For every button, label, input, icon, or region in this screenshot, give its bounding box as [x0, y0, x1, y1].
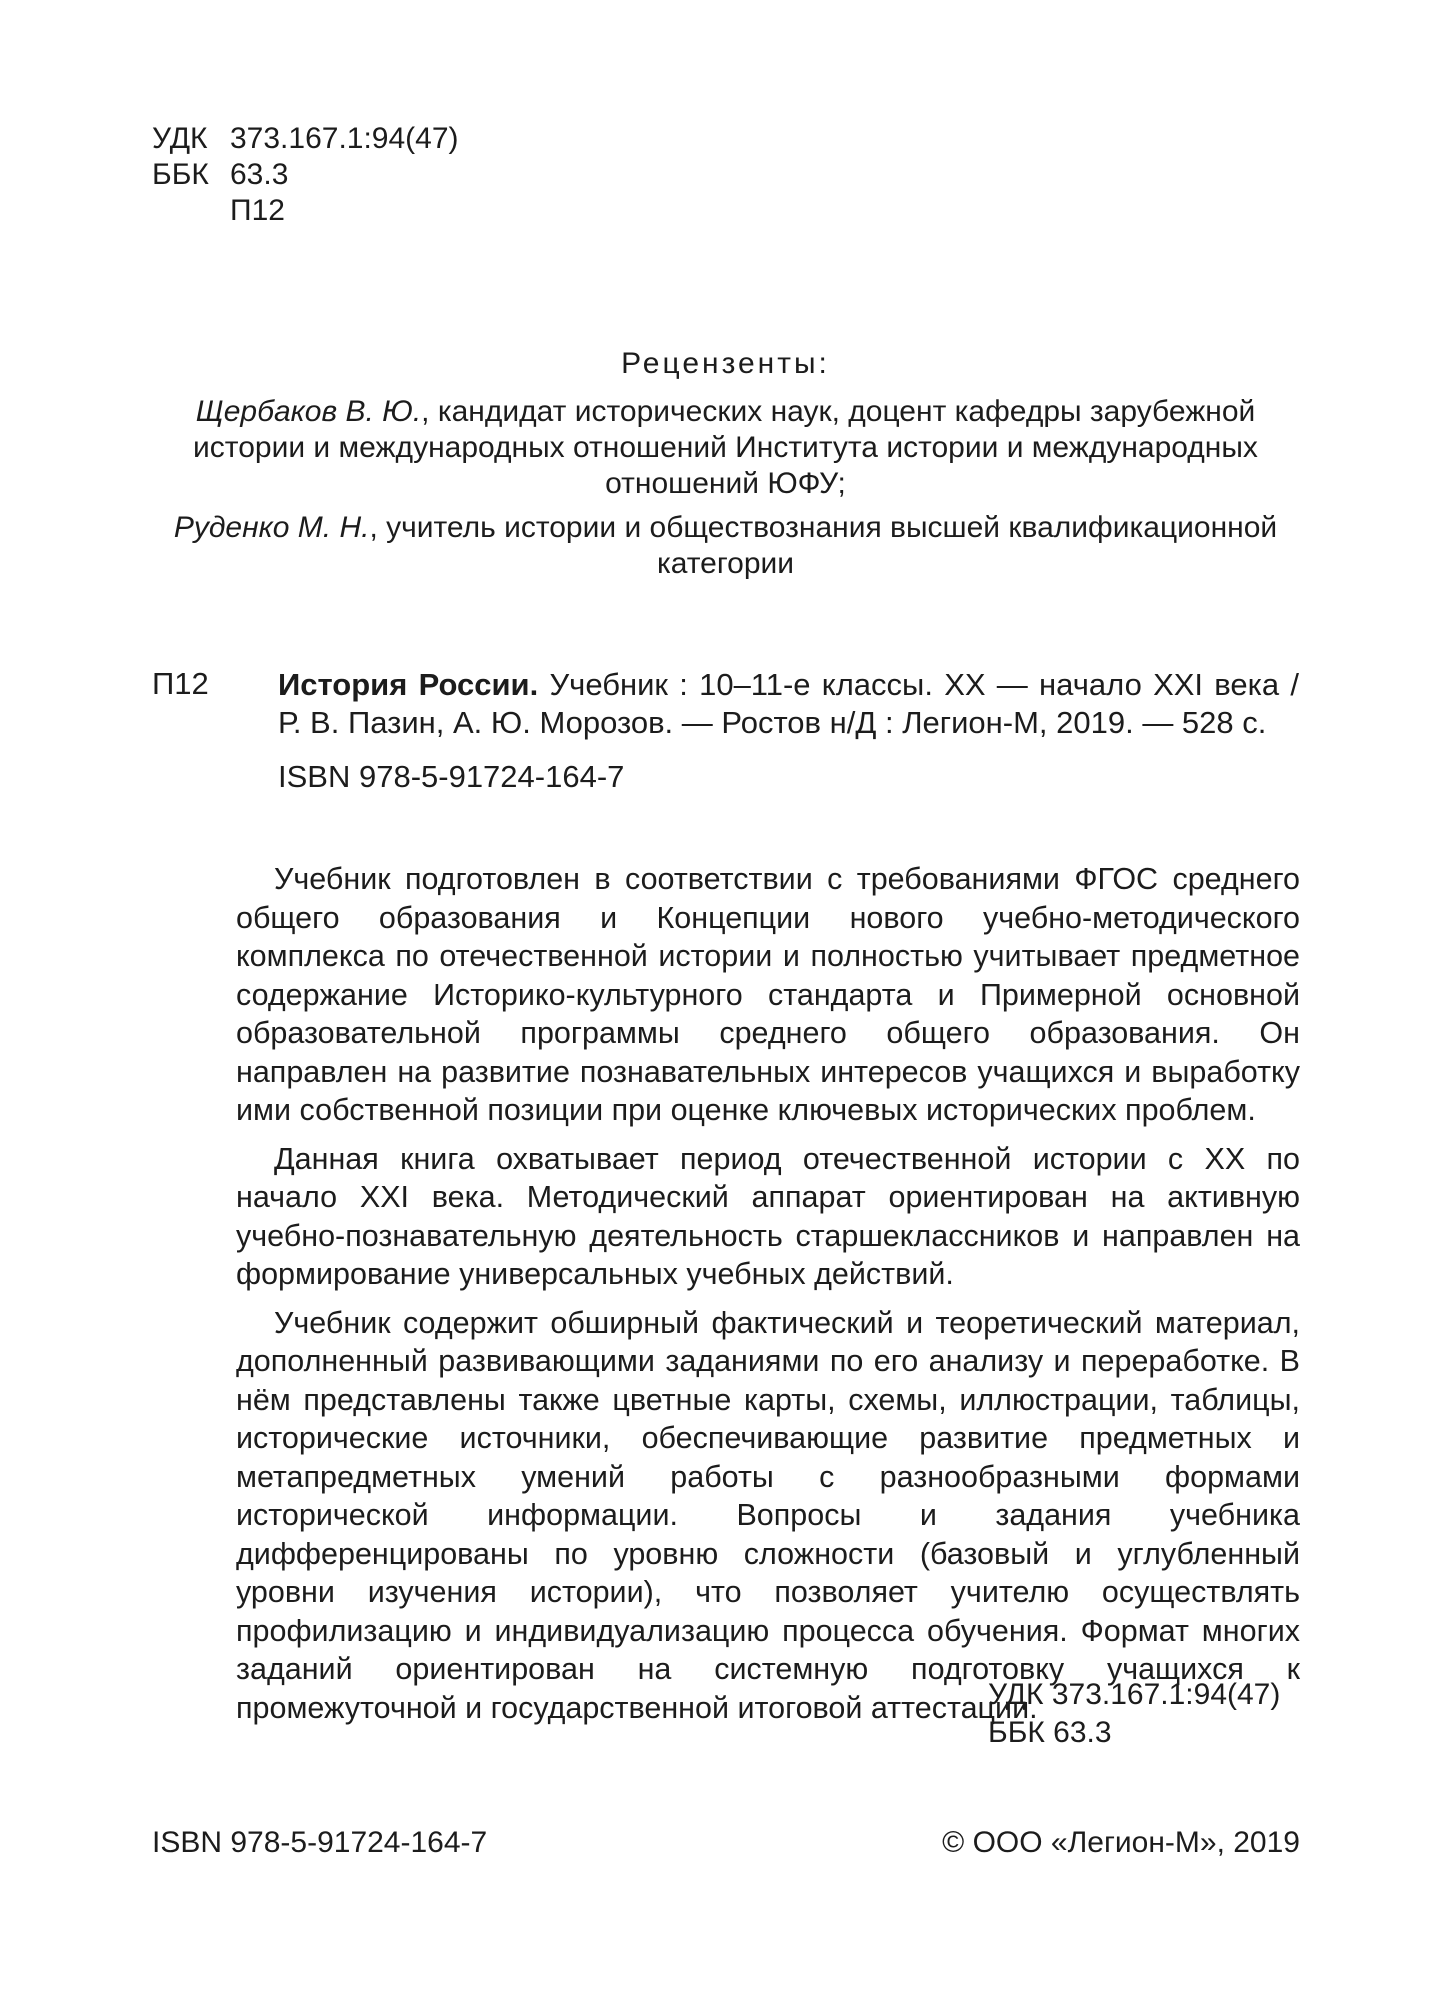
catalog-card [152, 666, 1299, 796]
reviewers-heading: Рецензенты: [621, 347, 830, 380]
abstract-paragraph: Учебник подготовлен в соответствии с требованиями ФГОС среднего общего образования и Концепции нового учебно-методического комплекса по отечественной истории и полностью учитывает предметное содержание Историко-культурного стандарта и Примерной основной образовательной программы среднего общего образования. Он направлен на развитие познавательных интересов учащихся и выработку ими собственной позиции при оценке ключевых исторических проблем. [236, 862, 1300, 1127]
reviewer-name: Руденко М. Н. [173, 511, 370, 544]
bbk-label: ББК [152, 158, 209, 191]
card-code: П12 [152, 666, 209, 701]
card-bibliographic-entry [278, 666, 1299, 742]
bottom-bbk: ББК 63.3 [988, 1716, 1112, 1749]
udk-label: УДК [152, 122, 208, 155]
reviewer-entry [152, 394, 1299, 502]
bottom-udk: УДК 373.167.1:94(47) [988, 1678, 1281, 1711]
udk-row [152, 121, 459, 157]
reviewer-description: , учитель истории и обществознания высшей квалификационной категории [369, 511, 1278, 580]
reviewer-name: Щербаков В. Ю. [195, 395, 422, 428]
bottom-classification [988, 1676, 1280, 1752]
abstract-paragraph: Учебник содержит обширный фактический и теоретический материал, дополненный развивающими заданиями по его анализу и переработке. В нём представлены также цветные карты, схемы, иллюстрации, таблицы, исторические источники, обеспечивающие развитие предметных и метапредметных умений работы с разнообразными формами исторической информации. Вопросы и задания учебника дифференцированы по уровню сложности (базовый и углубленный уровни изучения истории), что позволяет учителю осуществлять профилизацию и индивидуализацию процесса обучения. Формат многих заданий ориентирован на системную подготовку учащихся к промежуточной и государственной итоговой аттестации. [236, 1305, 1300, 1725]
udk-value: 373.167.1:94(47) [230, 122, 459, 155]
reviewer-entry [152, 510, 1299, 582]
reviewers-block [152, 346, 1299, 590]
author-sign: П12 [230, 194, 285, 227]
classification-block [152, 121, 459, 229]
footer-isbn: ISBN 978-5-91724-164-7 [152, 1826, 488, 1859]
abstract-paragraph: Данная книга охватывает период отечественной истории с XX по начало XXI века. Методический аппарат ориентирован на активную учебно-познавательную деятельность старшеклассников и направлен на формирование универсальных учебных действий. [236, 1141, 1300, 1291]
reviewer-description: , кандидат исторических наук, доцент кафедры зарубежной истории и международных отношений Института истории и международных отношений ЮФУ; [193, 395, 1258, 500]
footer-copyright: © ООО «Легион-М», 2019 [942, 1826, 1300, 1859]
bbk-row [152, 157, 459, 193]
card-isbn: ISBN 978-5-91724-164-7 [278, 759, 625, 794]
abstract [236, 860, 1300, 1737]
author-sign-row [152, 193, 459, 229]
book-title: История России. [278, 667, 539, 702]
bbk-value: 63.3 [230, 158, 289, 191]
card-body [278, 666, 1299, 796]
bibliographic-description: Учебник : 10–11-е классы. XX — начало XXI века / Р. В. Пазин, А. Ю. Морозов. — Ростов н/Д : Легион-М, 2019. — 528 с. [278, 667, 1299, 740]
